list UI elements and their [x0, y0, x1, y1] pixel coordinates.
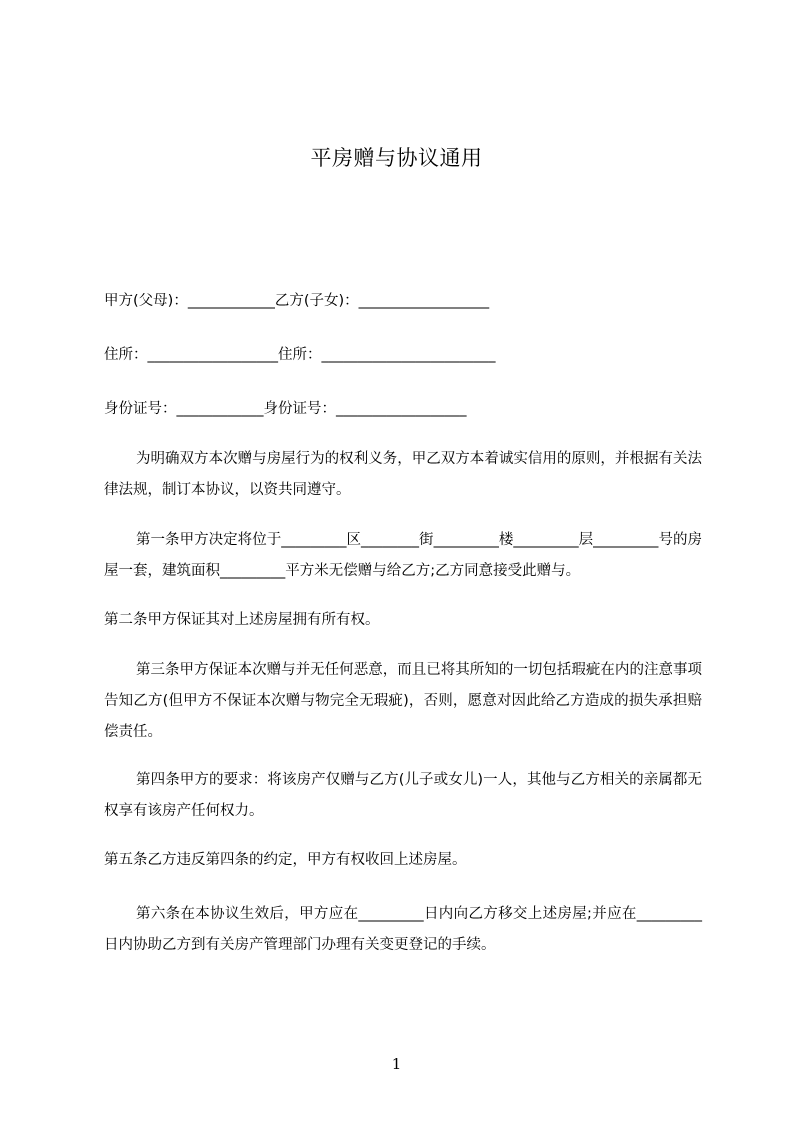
document-title: 平房赠与协议通用 [310, 146, 483, 170]
page-number: 1 [391, 1055, 402, 1073]
article-6: 第六条在本协议生效后，甲方应在_________日内向乙方移交上述房屋;并应在_________日内协助乙方到有关房产管理部门办理有关变更登记的手续。 [104, 906, 702, 953]
article-1: 第一条甲方决定将位于_________区________街_________楼_________层_________号的房屋一套，建筑面积_________平方米无偿赠与给乙方;乙方同意接受此赠与。 [104, 532, 702, 579]
article-5: 第五条乙方违反第四条的约定，甲方有权收回上述房屋。 [104, 852, 467, 868]
intro-paragraph: 为明确双方本次赠与房屋行为的权利义务，甲乙双方本着诚实信用的原则，并根据有关法律法规，制订本协议，以资共同遵守。 [104, 451, 702, 498]
article-3: 第三条甲方保证本次赠与并无任何恶意，而且已将其所知的一切包括瑕疵在内的注意事项告知乙方(但甲方不保证本次赠与物完全无瑕疵)，否则，愿意对因此给乙方造成的损失承担赔偿责任。 [104, 662, 702, 740]
article-2: 第二条甲方保证其对上述房屋拥有所有权。 [104, 612, 380, 628]
party-addresses-line: 住所：__________________住所：________________________ [104, 347, 496, 363]
party-a-b-names-line: 甲方(父母)：____________乙方(子女)：__________________ [104, 293, 490, 309]
article-4: 第四条甲方的要求：将该房产仅赠与乙方(儿子或女儿)一人，其他与乙方相关的亲属都无权享有该房产任何权力。 [104, 772, 702, 819]
party-id-numbers-line: 身份证号：____________身份证号：__________________ [104, 401, 467, 417]
